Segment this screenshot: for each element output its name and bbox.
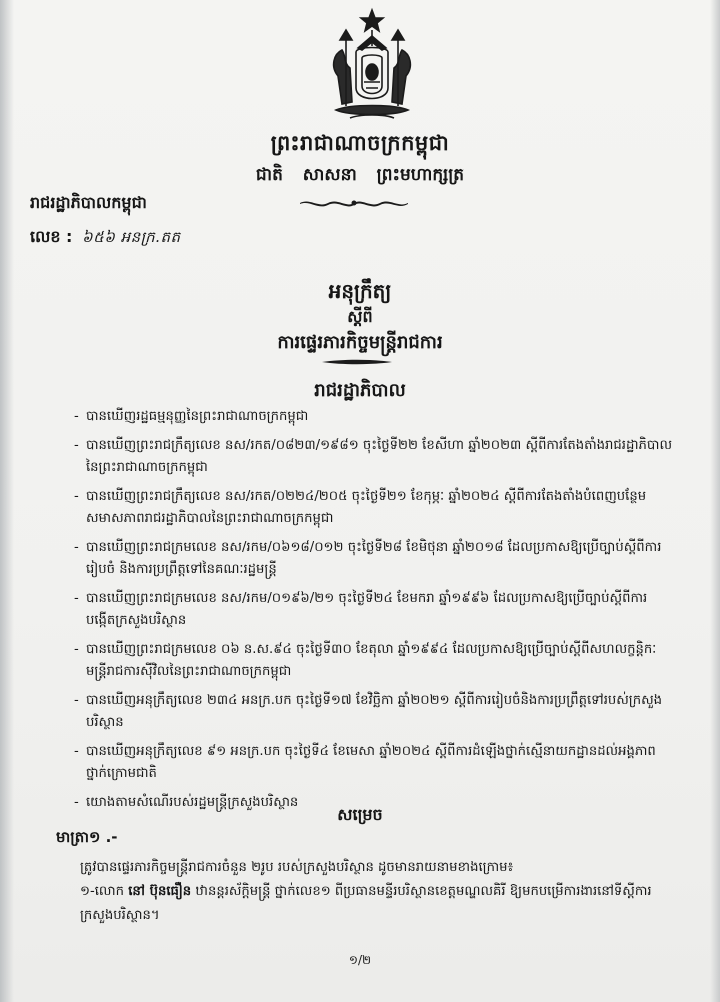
issuing-government: រាជរដ្ឋាភិបាលកម្ពុជា [30,193,147,212]
visa-list [72,406,672,821]
document-number-value: ៦៥៦ អនក្រ.តត [82,228,181,246]
visa-item: - យោងតាមសំណើរបស់រដ្ឋមន្ត្រីក្រសួងបរិស្ថាន [72,792,672,814]
kingdom-name: ព្រះរាជាណាចក្រកម្ពុជា [270,131,450,155]
article-line-1: ត្រូវបានផ្ទេរភារកិច្ចមន្ត្រីរាជការចំនួន ២រូប របស់ក្រសួងបរិស្ថាន ដូចមានរាយនាមខាងក្រោម៖ [80,860,514,875]
royal-coat-of-arms-icon [320,6,424,126]
visa-item: - បានឃើញព្រះរាជក្រឹត្យលេខ នស/រកត/០៨២៣/១៩៨១ ចុះថ្ងៃទី២២ ខែសីហា ឆ្នាំ២០២៣ ស្តីពីការតែងតាំងរាជរដ្ឋាភិបាលនៃព្រះរាជាណាចក្រកម្ពុជា [72,435,672,479]
document-type: អនុក្រឹត្យ [328,279,392,303]
about-label: ស្តីពី [347,307,373,326]
national-motto: ជាតិ សាសនា ព្រះមហាក្សត្រ [255,165,465,185]
article-body [80,856,680,928]
document-number-label: លេខ : [30,227,73,246]
title-divider-icon [322,358,392,366]
document-number [30,226,181,250]
article-item-prefix: ១-លោក [80,884,125,899]
visa-item: - បានឃើញព្រះរាជក្រមលេខ នស/រកម/០១៩៦/២១ ចុះថ្ងៃទី២៤ ខែមករា ឆ្នាំ១៩៩៦ ដែលប្រកាសឱ្យប្រើច្បាប់ស្តីពីការបង្កើតក្រសួងបរិស្ថាន [72,588,672,632]
article-label: មាត្រា១ .- [56,828,118,846]
decision-heading: សម្រេច [337,805,383,824]
document-subject: ការផ្ទេរភារកិច្ចមន្ត្រីរាជការ [277,332,443,353]
visa-item: - បានឃើញអនុក្រឹត្យលេខ ២៣៤ អនក្រ.បក ចុះថ្ងៃទី១៧ ខែវិច្ឆិកា ឆ្នាំ២០២១ ស្តីពីការរៀបចំនិងការប្រព្រឹត្តទៅរបស់ក្រសួងបរិស្ថាន [72,690,672,734]
visa-item: - បានឃើញអនុក្រឹត្យលេខ ៩១ អនក្រ.បក ចុះថ្ងៃទី៤ ខែមេសា ឆ្នាំ២០២៤ ស្តីពីការដំឡើងថ្នាក់ស្មើនាយកដ្ឋានដល់អង្គភាពថ្នាក់ក្រោមជាតិ [72,741,672,785]
visa-item: - បានឃើញព្រះរាជក្រមលេខ ០៦ ន.ស.៩៤ ចុះថ្ងៃទី៣០ ខែតុលា ឆ្នាំ១៩៩៤ ដែលប្រកាសឱ្យប្រើច្បាប់ស្តីពីសហលក្ខន្តិកៈមន្ត្រីរាជការស៊ីវិលនៃព្រះរាជាណាចក្រកម្ពុជា [72,639,672,683]
ornament-divider-icon [296,196,412,210]
visa-item: - បានឃើញរដ្ឋធម្មនុញ្ញនៃព្រះរាជាណាចក្រកម្ពុជា [72,406,672,428]
issuing-authority: រាជរដ្ឋាភិបាល [314,380,406,401]
article-item-1 [80,880,680,928]
visa-item: - បានឃើញព្រះរាជក្រឹត្យលេខ នស/រកត/០២២៤/២០៥ ចុះថ្ងៃទី២១ ខែកុម្ភៈ ឆ្នាំ២០២៤ ស្តីពីការតែងតាំងបំពេញបន្ថែមសមាសភាពរាជរដ្ឋាភិបាលនៃព្រះរាជាណាចក្រកម្ពុជា [72,486,672,530]
article-item-rest: ឋានន្តរស័ក្តិមន្ត្រី ថ្នាក់លេខ១ ពីប្រធានមន្ទីរបរិស្ថានខេត្តមណ្ឌលគិរី ឱ្យមកបម្រើការងារនៅទីស្តីការក្រសួងបរិស្ថាន។ [80,884,652,923]
page-number: ១/២ [348,953,372,967]
official-name: នៅ ប៊ុនធឿន [128,884,192,899]
visa-item: - បានឃើញព្រះរាជក្រមលេខ នស/រកម/០៦១៨/០១២ ចុះថ្ងៃទី២៨ ខែមិថុនា ឆ្នាំ២០១៨ ដែលប្រកាសឱ្យប្រើច្បាប់ស្តីពីការរៀបចំ និងការប្រព្រឹត្តទៅនៃគណៈរដ្ឋមន្ត្រី [72,537,672,581]
